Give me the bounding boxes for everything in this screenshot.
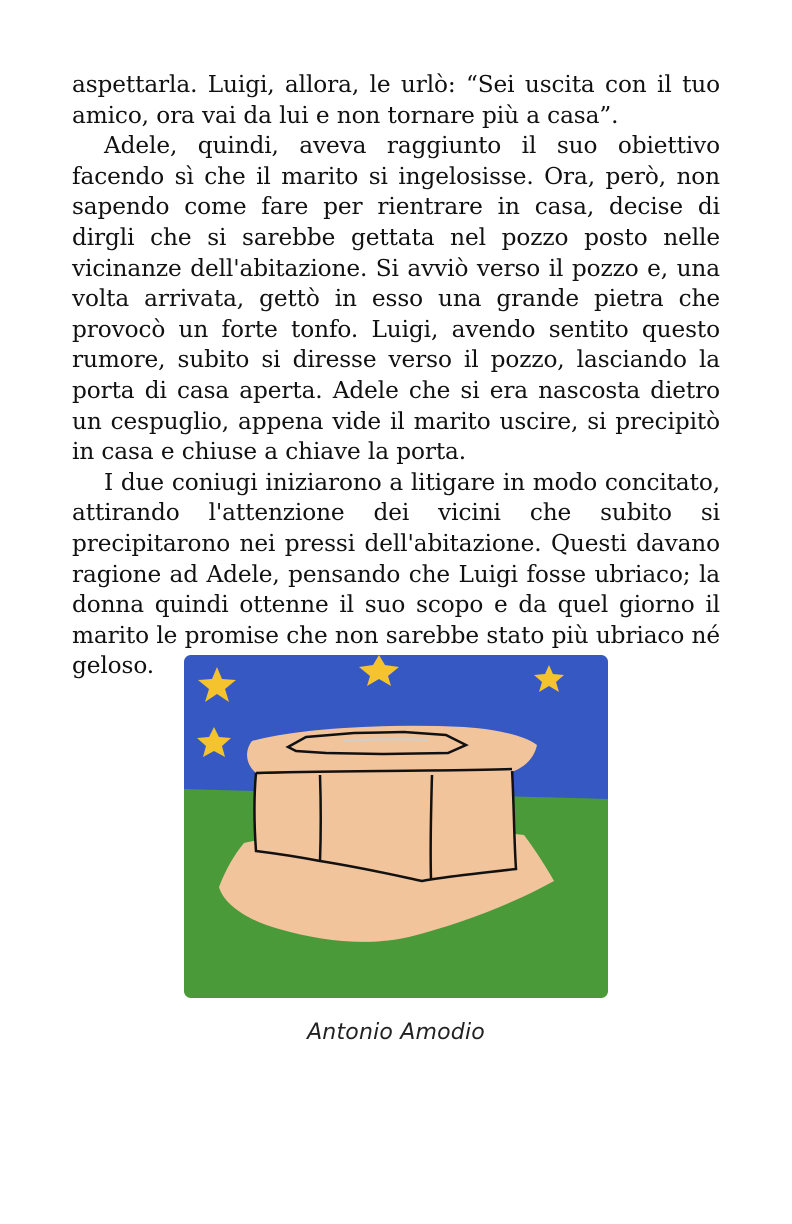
well-seam bbox=[320, 775, 321, 861]
story-text bbox=[72, 70, 720, 682]
well-illustration bbox=[184, 655, 608, 998]
paragraph-1: aspettarla. Luigi, allora, le urlò: “Sei uscita con il tuo amico, ora vai da lui e non tornare più a casa”. bbox=[72, 71, 720, 129]
illustration-caption: Antonio Amodio bbox=[307, 1020, 485, 1045]
well-seam bbox=[431, 775, 432, 879]
paragraph-2: Adele, quindi, aveva raggiunto il suo obiettivo facendo sì che il marito si ingelosisse. Ora, però, non sapendo come fare per rientrare in casa, decise di dirgli che si sarebbe gettata nel pozzo posto nelle vicinanze dell'abitazione. Si avviò verso il pozzo e, una volta arrivata, gettò in esso una grande pietra che provocò un forte tonfo. Luigi, avendo sentito questo rumore, subito si diresse verso il pozzo, lasciando la porta di casa aperta. Adele che si era nascosta dietro un cespuglio, appena vide il marito uscire, si precipitò in casa e chiuse a chiave la porta. bbox=[72, 132, 720, 466]
paragraph-3: I due coniugi iniziarono a litigare in modo concitato, attirando l'attenzione dei vicini che subito si precipitarono nei pressi dell'abitazione. Questi davano ragione ad Adele, pensando che Luigi fosse ubriaco; la donna quindi ottenne il suo scopo e da quel giorno il marito le promise che non sarebbe stato più ubriaco né geloso. bbox=[72, 468, 720, 680]
